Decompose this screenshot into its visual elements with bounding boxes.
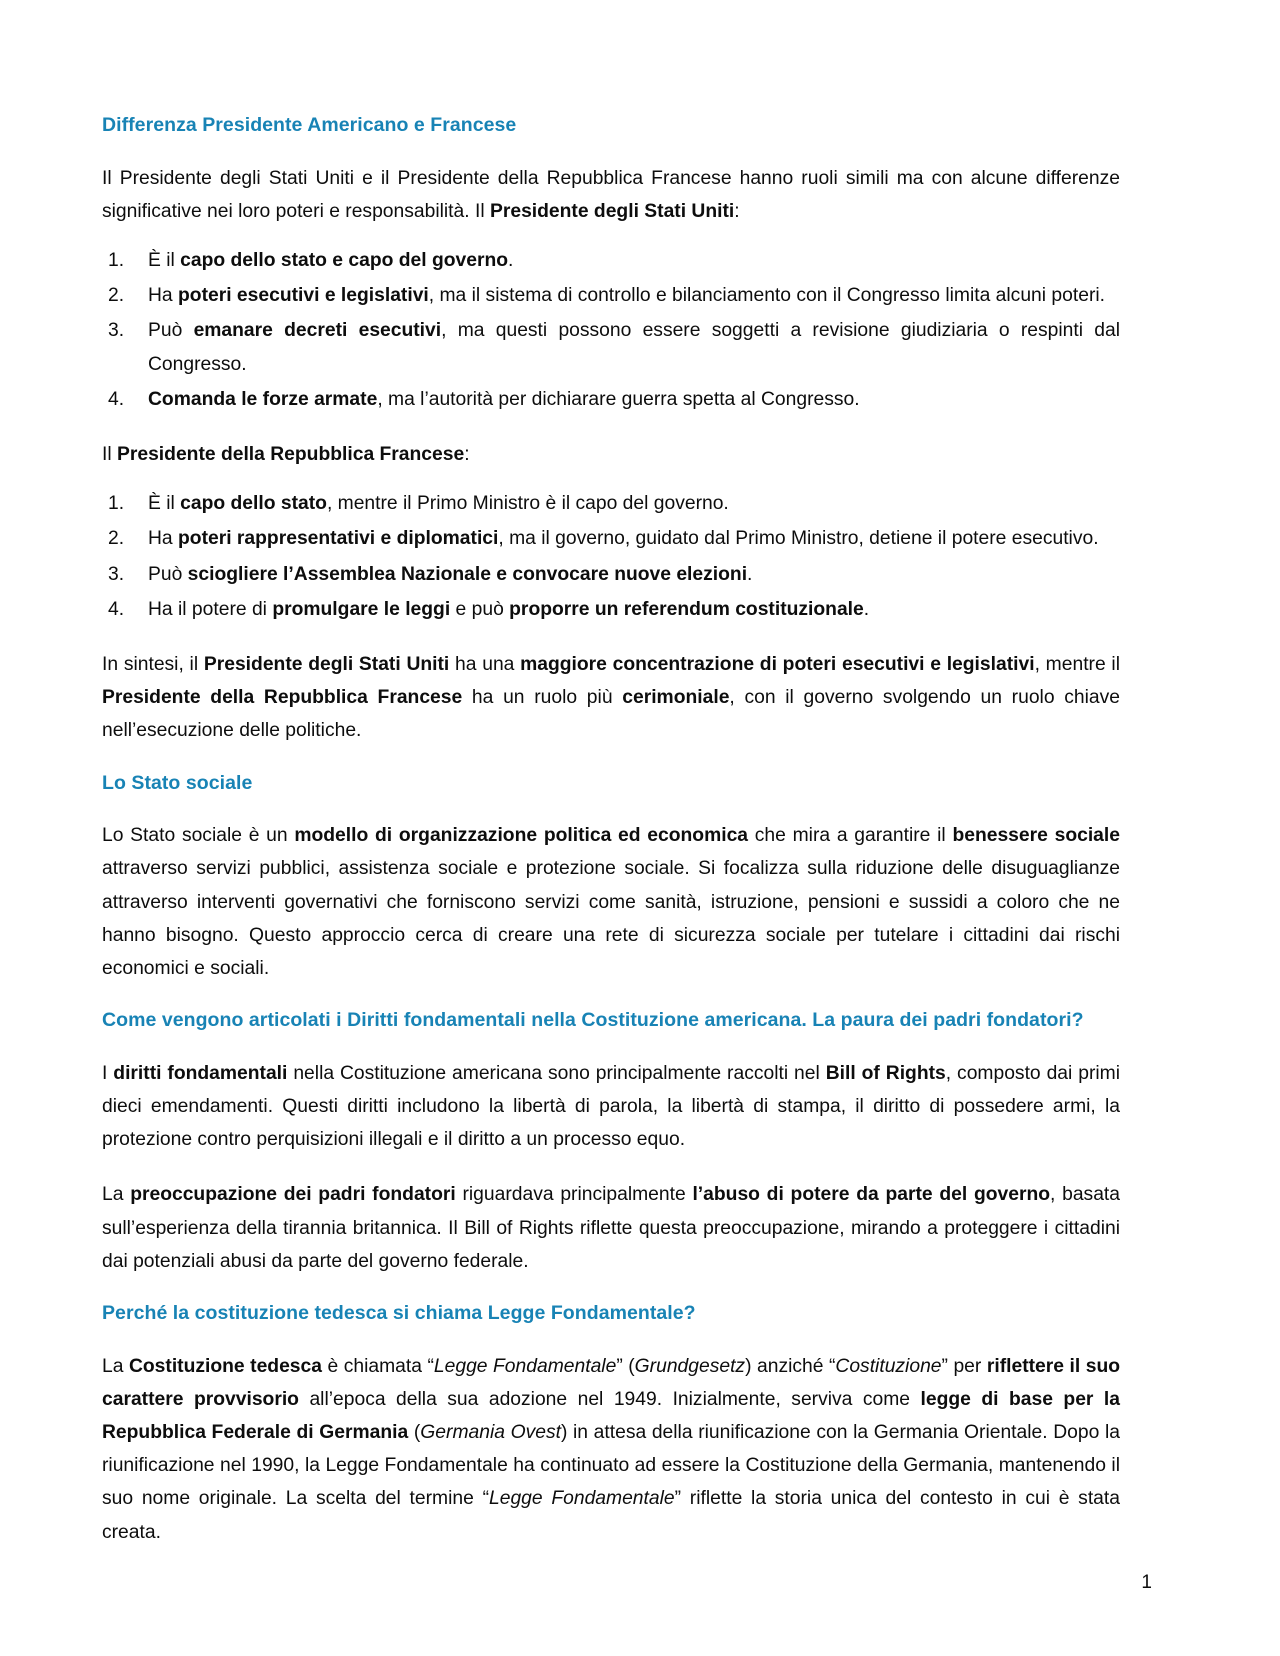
text-fragment: . <box>747 563 753 585</box>
text-fragment: riguardava principalmente <box>455 1184 693 1206</box>
text-fragment: . <box>863 598 870 620</box>
text-fragment: è chiamata “ <box>321 1355 434 1377</box>
text-fragment: Ha il potere di <box>148 598 273 620</box>
list-poteri-presidente-francese <box>102 487 1120 626</box>
bold-fragment: benessere sociale <box>952 825 1120 847</box>
bold-fragment: Comanda le forze armate <box>148 388 378 410</box>
bold-fragment: legge di base per la Repubblica Federale di Germania <box>102 1388 1120 1443</box>
text-fragment: , ma il sistema di controllo e bilanciamento con il Congresso limita alcuni poteri. <box>428 285 1105 307</box>
text-fragment: Può <box>148 563 188 585</box>
heading-differenza-presidenti: Differenza Presidente Americano e Francese <box>102 114 517 136</box>
list-poteri-presidente-usa <box>102 244 1120 416</box>
list-item <box>102 383 1120 416</box>
paragraph-diritti-fondamentali <box>102 1057 1120 1157</box>
text-fragment: , ma l’autorità per dichiarare guerra spetta al Congresso. <box>377 388 860 410</box>
text-fragment: , basata sull’esperienza della tirannia britannica. Il Bill of Rights riflette questa preoccupazione, mirando a proteggere i cittadini dai potenziali abusi da parte del governo federale. <box>102 1184 1121 1272</box>
text-fragment: Il <box>102 444 117 465</box>
heading-diritti-fondamentali: Come vengono articolati i Diritti fondamentali nella Costituzione americana. La paura dei padri fondatori? <box>102 1009 1084 1032</box>
text-fragment: In sintesi, il <box>102 653 204 675</box>
bold-fragment: promulgare le leggi <box>272 598 451 620</box>
text-fragment: ” per <box>941 1355 987 1377</box>
text-fragment: È il <box>148 493 181 515</box>
paragraph-lead-presidente-francese <box>102 438 1120 471</box>
text-fragment: , ma questi possono essere soggetti a revisione giudiziaria o respinti dal Congresso. <box>148 320 1120 375</box>
text-fragment: nella Costituzione americana sono principalmente raccolti nel <box>287 1062 826 1084</box>
italic-fragment: Legge Fondamentale <box>489 1488 675 1510</box>
text-fragment: che mira a garantire il <box>748 825 953 847</box>
paragraph-preoccupazione-padri-fondatori <box>102 1178 1120 1278</box>
text-fragment: La <box>102 1184 131 1206</box>
text-fragment: , composto dai primi dieci emendamenti. Questi diritti includono la libertà di parola, la libertà di stampa, il diritto di possedere armi, la protezione contro perquisizioni illegali e il diritto a un processo equo. <box>102 1062 1121 1151</box>
text-fragment: , mentre il <box>1034 653 1121 675</box>
text-fragment: ” ( <box>616 1355 635 1377</box>
bold-fragment: Costituzione tedesca <box>128 1355 322 1377</box>
heading-legge-fondamentale: Perché la costituzione tedesca si chiama Legge Fondamentale? <box>102 1301 696 1324</box>
text-fragment: . <box>508 250 514 272</box>
italic-fragment: Grundgesetz <box>634 1355 746 1377</box>
bold-fragment: sciogliere l’Assemblea Nazionale e convocare nuove elezioni <box>187 563 748 585</box>
list-item <box>102 279 1120 312</box>
text-fragment: La <box>102 1355 129 1377</box>
paragraph-sintesi-presidenti <box>102 648 1120 748</box>
text-fragment: all’epoca della sua adozione nel 1949. Inizialmente, serviva come <box>298 1388 921 1410</box>
bold-fragment: poteri rappresentativi e diplomatici <box>178 528 499 550</box>
bold-fragment: Presidente degli Stati Uniti <box>203 653 450 675</box>
text-fragment: È il <box>148 250 181 272</box>
bold-fragment: diritti fondamentali <box>113 1062 288 1084</box>
text-fragment: , ma il governo, guidato dal Primo Ministro, detiene il potere esecutivo. <box>498 528 1099 550</box>
paragraph-intro-presidenti <box>102 162 1120 228</box>
bold-fragment: capo dello stato <box>180 493 327 515</box>
text-fragment: : <box>734 200 740 222</box>
text-fragment: , con il governo svolgendo un ruolo chiave nell’esecuzione delle politiche. <box>102 687 1120 742</box>
italic-fragment: Legge Fondamentale <box>433 1355 617 1377</box>
page-number: 1 <box>1141 1572 1152 1593</box>
bold-fragment: Presidente degli Stati Uniti <box>489 200 735 222</box>
bold-fragment: Bill of Rights <box>825 1062 946 1084</box>
text-fragment: Ha <box>148 285 179 307</box>
text-fragment: ha un ruolo più <box>462 687 623 709</box>
text-fragment: ha una <box>449 653 521 675</box>
text-fragment: ) in attesa della riunificazione con la Germania Orientale. Dopo la riunificazione nel 1990, la Legge Fondamentale ha continuato ad essere la Costituzione della Germania, mantenendo il suo nome originale. La scelta del termine “ <box>102 1422 1120 1510</box>
bold-fragment: maggiore concentrazione di poteri esecutivi e legislativi <box>520 653 1035 675</box>
text-fragment: : <box>464 444 470 465</box>
text-fragment: e può <box>450 598 510 620</box>
bold-fragment: l’abuso di potere da parte del governo <box>692 1184 1051 1206</box>
bold-fragment: cerimoniale <box>622 687 730 709</box>
paragraph-legge-fondamentale <box>102 1350 1120 1549</box>
list-item <box>102 244 1120 277</box>
list-item <box>102 487 1120 520</box>
text-fragment: Lo Stato sociale è un <box>102 825 295 847</box>
text-fragment: I <box>102 1062 114 1084</box>
heading-stato-sociale: Lo Stato sociale <box>102 771 253 794</box>
bold-fragment: preoccupazione dei padri fondatori <box>130 1184 456 1206</box>
text-fragment: Ha <box>148 528 179 550</box>
text-fragment: Può <box>148 320 194 342</box>
bold-fragment: Presidente della Repubblica Francese <box>102 687 463 709</box>
text-fragment: ( <box>408 1422 421 1443</box>
list-item <box>102 593 1120 626</box>
bold-fragment: modello di organizzazione politica ed economica <box>294 825 749 847</box>
list-item <box>102 314 1120 380</box>
text-fragment: attraverso servizi pubblici, assistenza sociale e protezione sociale. Si focalizza sulla riduzione delle disuguaglianze attraverso interventi governativi che forniscono servizi come sanità, istruzione, pensioni e sussidi a coloro che ne hanno bisogno. Questo approccio cerca di creare una rete di sicurezza sociale per tutelare i cittadini dai rischi economici e sociali. <box>102 858 1120 979</box>
italic-fragment: Costituzione <box>835 1355 942 1377</box>
document-content <box>102 112 1120 1549</box>
text-fragment: , mentre il Primo Ministro è il capo del governo. <box>326 493 729 515</box>
text-fragment: ) anziché “ <box>745 1355 836 1377</box>
bold-fragment: Presidente della Repubblica Francese <box>117 444 465 465</box>
paragraph-stato-sociale <box>102 819 1120 985</box>
bold-fragment: proporre un referendum costituzionale <box>509 598 864 620</box>
bold-fragment: poteri esecutivi e legislativi <box>178 285 429 307</box>
bold-fragment: capo dello stato e capo del governo <box>180 250 509 272</box>
list-item <box>102 558 1120 591</box>
bold-fragment: emanare decreti esecutivi <box>193 320 442 342</box>
italic-fragment: Germania Ovest <box>420 1422 561 1443</box>
bold-fragment: riflettere il suo carattere provvisorio <box>102 1355 1120 1410</box>
text-fragment: ” riflette la storia unica del contesto in cui è stata creata. <box>102 1488 1120 1543</box>
text-fragment: Il Presidente degli Stati Uniti e il Presidente della Repubblica Francese hanno ruoli simili ma con alcune differenze significative nei loro poteri e responsabilità. Il <box>102 167 1120 222</box>
list-item <box>102 522 1120 555</box>
